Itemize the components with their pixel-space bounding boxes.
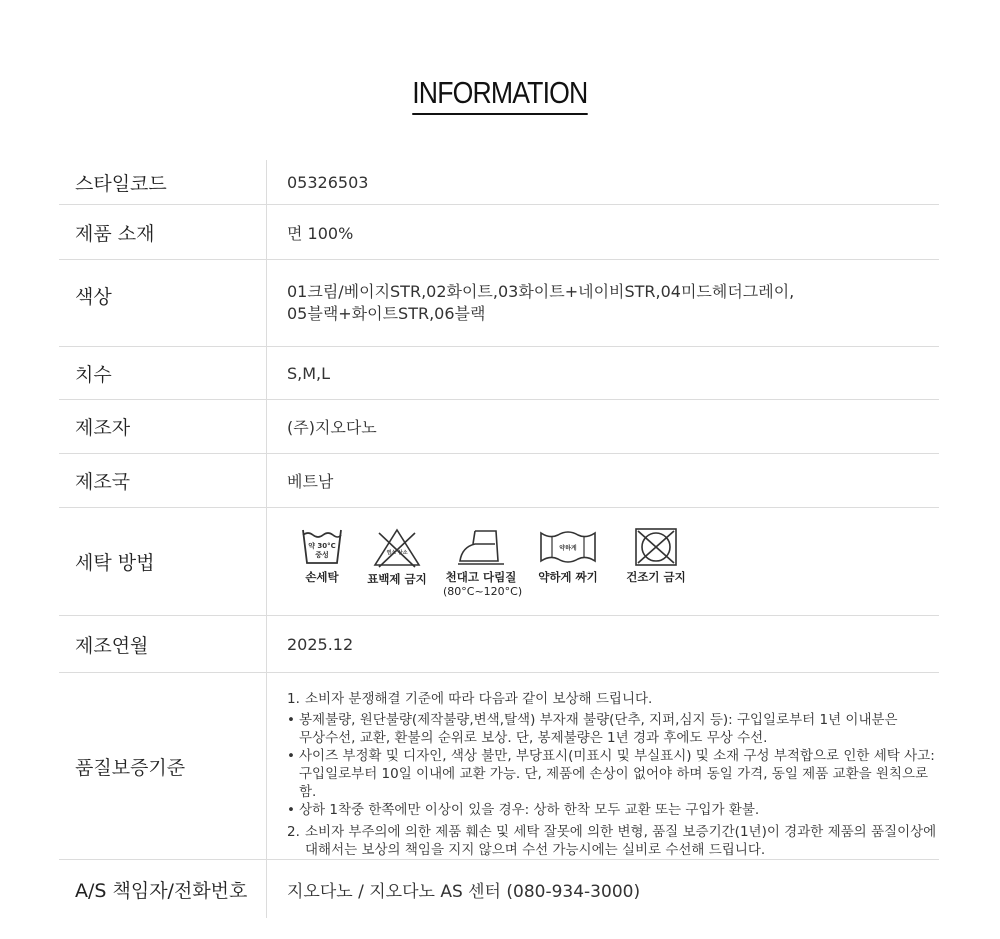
care-sub-iron: (80°C~120°C) [443, 585, 523, 598]
value-date: 2025.12 [287, 634, 354, 654]
hand-wash-neutral: 중성 [315, 551, 329, 559]
label-as: A/S 책임자/전화번호 [59, 860, 267, 918]
value-size: S,M,L [287, 363, 331, 383]
label-washing: 세탁 방법 [59, 508, 267, 615]
row-style-code [59, 160, 939, 205]
quality-bullet-1-line1: 봉제불량, 원단불량(제작불량,변색,탈색) 부자재 불량(단추, 지퍼,심지 등): 구입일로부터 1년 이내분은 [299, 712, 898, 728]
quality-bullet-2-line2: 구입일로부터 10일 이내에 교환 가능. 단, 제품에 손상이 없어야 하며 동일 가격, 동일 제품 교환을 원칙으로 함. [299, 766, 929, 800]
label-maker: 제조자 [59, 400, 267, 453]
care-label-iron: 천대고 다림질 [445, 570, 517, 584]
label-size: 치수 [59, 347, 267, 399]
label-color: 색상 [59, 260, 267, 346]
bullet-mark-1: • [287, 712, 295, 728]
row-maker [59, 400, 939, 454]
row-material [59, 205, 939, 260]
row-washing [59, 508, 939, 616]
value-material: 면 100% [287, 223, 354, 243]
row-date [59, 616, 939, 673]
hand-wash-temp: 약 30°C [308, 542, 336, 550]
quality-bullet-1 [287, 711, 939, 747]
quality-item-2-line1: 소비자 부주의에 의한 제품 훼손 및 세탁 잘못에 의한 변형, 품질 보증기간(1년)이 경과한 제품의 품질이상에 [305, 824, 937, 840]
iron-cloth-icon [455, 527, 507, 567]
quality-bullet-2-text [299, 747, 939, 801]
wring-inner: 약하게 [559, 545, 577, 552]
quality-item-2-line2: 대해서는 보상의 책임을 지지 않으며 수선 가능시에는 실비로 수선해 드립니다. [305, 842, 766, 858]
care-no-bleach [365, 527, 429, 587]
quality-num-2: 2. [287, 824, 300, 840]
value-style-code: 05326503 [287, 172, 369, 192]
label-quality: 품질보증기준 [59, 673, 267, 859]
info-table [59, 160, 939, 918]
color-line-2: 05블랙+화이트STR,06블랙 [287, 304, 486, 323]
bullet-mark-3: • [287, 802, 295, 818]
row-as [59, 860, 939, 918]
quality-item-2 [287, 823, 939, 859]
quality-item-1-text: 소비자 분쟁해결 기준에 따라 다음과 같이 보상해 드립니다. [305, 691, 653, 707]
quality-item-1 [287, 690, 939, 708]
care-label-wring: 약하게 짜기 [538, 570, 598, 584]
color-line-1: 01크림/베이지STR,02화이트,03화이트+네이비STR,04미드헤더그레이, [287, 282, 795, 301]
row-color [59, 260, 939, 347]
no-bleach-icon [371, 527, 423, 569]
care-no-dryer [621, 527, 691, 585]
care-wring [535, 527, 601, 585]
value-maker: (주)지오다노 [287, 418, 377, 437]
quality-bullet-1-line2: 무상수선, 교환, 환불의 순위로 보상. 단, 봉제불량은 1년 경과 후에도 무상 수선. [299, 730, 768, 746]
value-washing [267, 508, 939, 615]
row-country [59, 454, 939, 508]
care-label-hand-wash: 손세탁 [305, 570, 339, 584]
hand-wash-icon [300, 527, 344, 567]
no-bleach-inner: 염소 산소 [386, 550, 408, 556]
care-symbols [297, 527, 939, 598]
label-country: 제조국 [59, 454, 267, 507]
value-color [267, 260, 939, 346]
page-title: INFORMATION [412, 74, 587, 115]
value-quality [267, 673, 939, 859]
label-material: 제품 소재 [59, 205, 267, 259]
quality-bullet-3 [287, 801, 939, 819]
care-iron [443, 527, 523, 598]
care-hand-wash [297, 527, 347, 585]
quality-bullet-1-text [299, 711, 898, 747]
bullet-mark-2: • [287, 748, 295, 764]
value-country: 베트남 [287, 472, 334, 491]
row-quality [59, 673, 939, 860]
care-label-no-bleach: 표백제 금지 [367, 572, 427, 586]
care-label-no-dryer: 건조기 금지 [626, 570, 686, 584]
label-date: 제조연월 [59, 616, 267, 672]
label-style-code: 스타일코드 [59, 160, 267, 204]
quality-num-1: 1. [287, 691, 300, 707]
no-tumble-dry-icon [633, 527, 679, 567]
quality-bullet-2 [287, 747, 939, 801]
value-as: 지오다노 / 지오다노 AS 센터 (080-934-3000) [287, 881, 641, 902]
quality-bullet-3-text: 상하 1착중 한쪽에만 이상이 있을 경우: 상하 한착 모두 교환 또는 구입가 환불. [299, 802, 760, 818]
quality-item-2-text [305, 823, 936, 859]
quality-bullet-2-line1: 사이즈 부정확 및 디자인, 색상 불만, 부당표시(미표시 및 부실표시) 및 소재 구성 부적합으로 인한 세탁 사고: [299, 748, 935, 764]
title-wrap [0, 74, 1000, 115]
row-size [59, 347, 939, 400]
quality-list [287, 690, 939, 859]
gentle-wring-icon [538, 527, 598, 567]
